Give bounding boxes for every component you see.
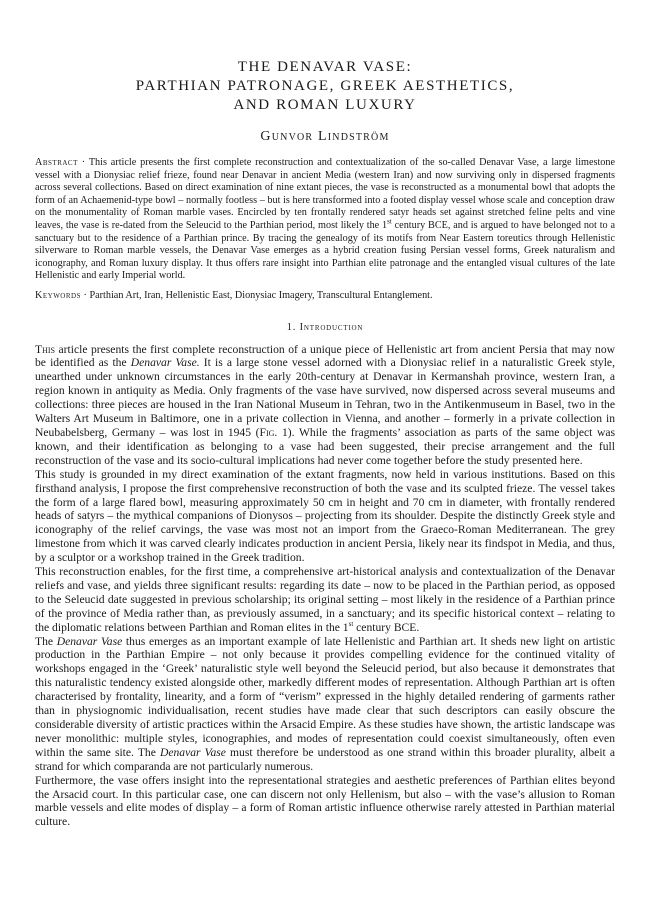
paragraph-4-vase-name-1: Denavar Vase (56, 634, 123, 648)
paragraph-4-vase-name-2: Denavar Vase (159, 745, 226, 759)
keywords-label: Keywords (35, 289, 81, 301)
paragraph-1-lead: This (35, 342, 55, 356)
paragraph-4 (35, 635, 615, 774)
figure-reference: Fig. 1 (259, 425, 288, 439)
abstract-superscript: st (387, 217, 392, 226)
paragraph-2: This study is grounded in my direct examination of the extant fragments, now held in various institutions. Based on this firsthand analysis, I propose the first comprehensive reconstruction of both the vase and its sculpted frieze. The vessel takes the form of a large flared bowl, measuring approximately 50 cm in height and 70 cm in diameter, with frontally rendered heads of satyrs – the mythical companions of Dionysos – projecting from its shoulder. Despite the distinctly Greek style and iconography of the relief carvings, the vase was most not an import from the Graeco-Roman Mediterranean. The grey limestone from which it was carved clearly indicates production in ancient Persia, likely near its findspot in Media, and thus, by a sculptor or a workshop trained in the Greek tradition. (35, 467, 615, 565)
paragraph-1-text-a: article presents the first complete reconstruction of a unique piece of Hellenistic art from ancient Persia that may now be identified as the (35, 342, 615, 370)
author-name: Gunvor Lindström (260, 129, 390, 144)
title-line-1: THE DENAVAR VASE: (237, 59, 413, 75)
title-line-3: AND ROMAN LUXURY (233, 97, 417, 113)
paragraph-1-text-c: ). While the fragments’ association as parts of the same object was known, and their identification as belonging to a vase had been suggested, their precise arrangement and the full reconstruction of the vase and its socio-cultural implications had never come together before the study presented here. (35, 425, 616, 467)
paragraph-3-superscript: st (348, 619, 354, 628)
paragraph-1-vase-name: Denavar Vase. (130, 356, 200, 370)
paragraph-4-text-b: thus emerges as an important example of late Hellenistic and Parthian art. It sheds new light on artistic production in the Parthian Empire – not only because it provides compelling evidence for the continued vitality of workshops engaged in the ‘Greek’ naturalistic style well beyond the Seleucid period, but also because it demonstrates that this naturalistic tendency existed alongside other, markedly different modes of representation. Although Parthian art is often characterised by frontality, linearity, and a form of “verism” expressed in the highly detailed rendering of garments rather than in physiognomic individualisation, recent studies have made clear that such descriptors can easily obscure the considerable diversity of artistic practices within the Arsacid Empire. As these studies have shown, the artistic landscape was never monolithic: multiple styles, iconographies, and modes of representation could coexist simultaneously, often even within the same site. The (35, 634, 615, 759)
abstract (35, 157, 615, 283)
abstract-text-b: century BCE, and is argued to have belonged not to a sanctuary but to the residence of a Parthian prince. By tracing the genealogy of its motifs from Near Eastern toreutics through Hellenistic silverware to Roman marble vessels, the Denavar Vase emerges as a hybrid creation fusing Persian vessel forms, Greek naturalism and iconography, and Roman luxury display. It thus offers rare insight into Parthian elite patronage and the entangled visual cultures of the late Hellenistic and early Imperial world. (35, 219, 615, 282)
title-line-2: PARTHIAN PATRONAGE, GREEK AESTHETICS, (135, 78, 515, 94)
abstract-label: Abstract (35, 157, 78, 168)
keywords-separator: · (80, 289, 90, 301)
paragraph-5: Furthermore, the vase offers insight into the representational strategies and aesthetic preferences of Parthian elites beyond the Arsacid court. In this particular case, one can discern not only Hellenism, but also – with the vase’s allusion to Roman marble vessels and elite modes of display – a form of Roman artistic influence otherwise rarely attested in Parthian material culture. (35, 773, 615, 829)
paragraph-4-text-c: must therefore be understood as one strand within this broader plurality, albeit a strand for which comparanda are not particularly numerous. (35, 745, 616, 773)
paragraph-4-text-a: The (35, 634, 57, 648)
paragraph-1-text-b: It is a large stone vessel adorned with a Dionysiac relief in a naturalistic Greek style, unearthed under unknown circumstances in the early 20th-century at Denavar in Kermanshah province, western Iran, a region known in antiquity as Media. Only fragments of the vase have survived, now dispersed across several museums and collections: three pieces are housed in the Iran National Museum in Tehran, two in the Antikenmuseum in Basel, two in the Walters Art Museum in Baltimore, one in a private collection in Vienna, and another – formerly in a private collection in Neubabelsberg, Germany – was lost in 1945 ( (35, 356, 615, 439)
paragraph-3-text-a: This reconstruction enables, for the first time, a comprehensive art-historical analysis and contextualization of the Denavar reliefs and vase, and yields three significant results: regarding its date – now to be placed in the Parthian period, as opposed to the Seleucid date suggested in previous scholarship; its original setting – most likely in the residence of a Parthian prince of the province of Media rather than, as previously assumed, in a sanctuary; and its specific historical context – relating to the diplomatic relations between Parthian and Roman elites in the 1 (35, 565, 615, 634)
abstract-text-a: This article presents the first complete reconstruction and contextualization of the so-called Denavar Vase, a large limestone vessel with a Dionysiac relief frieze, found near Denavar in ancient Media (western Iran) and now surviving only in dispersed fragments across several collections. Based on direct examination of nine extant pieces, the vase is reconstructed as a monumental bowl that adopts the form of an Achaemenid-type bowl – normally footless – but is here transformed into a footed display vessel whose scale and conception draw on the monumentality of Roman marble vases. Encircled by ten frontally rendered satyr heads set against stretched feline pelts and vine leaves, the vase is re-dated from the Seleucid to the Parthian period, most likely the 1 (35, 157, 615, 231)
paragraph-3-text-b: century BCE. (353, 620, 420, 634)
abstract-separator: · (77, 157, 89, 168)
keywords (35, 290, 615, 303)
paper-title (35, 58, 615, 115)
paragraph-3 (35, 565, 615, 635)
section-heading-introduction: 1. Introduction (286, 321, 364, 333)
paragraph-1 (35, 343, 615, 468)
keywords-text: Parthian Art, Iran, Hellenistic East, Dionysiac Imagery, Transcultural Entanglement. (89, 289, 433, 301)
